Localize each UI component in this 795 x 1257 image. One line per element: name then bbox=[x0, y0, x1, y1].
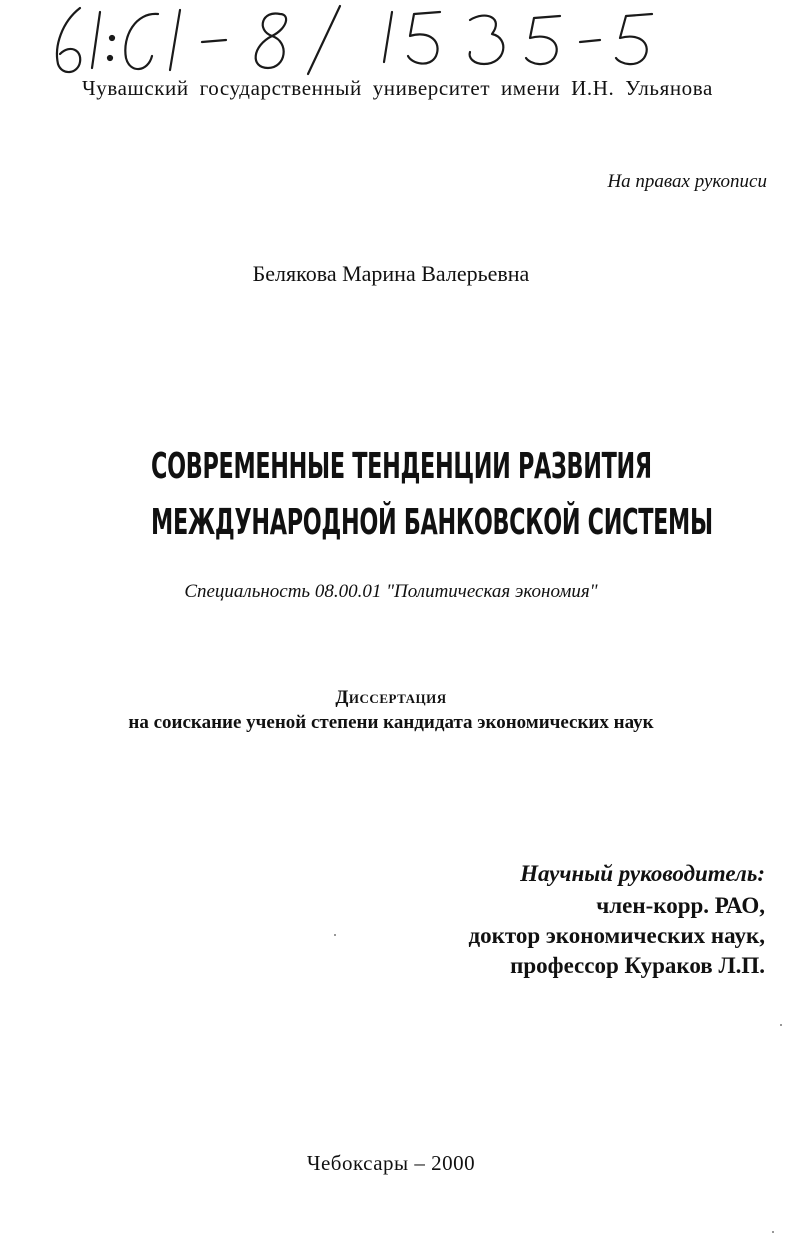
scan-speck bbox=[334, 934, 336, 936]
handwritten-archive-code bbox=[40, 2, 680, 80]
rights-note: На правах рукописи bbox=[607, 171, 767, 192]
thesis-title-line-2: МЕЖДУНАРОДНОЙ БАНКОВСКОЙ СИСТЕМЫ bbox=[151, 502, 713, 543]
supervisor-line-1: член-корр. РАО, bbox=[596, 893, 765, 918]
supervisor-line-3: профессор Кураков Л.П. bbox=[510, 953, 765, 978]
scan-speck bbox=[772, 1231, 774, 1233]
dissertation-subtitle: на соискание ученой степени кандидата экономических наук bbox=[128, 712, 654, 733]
university-name: Чувашский государственный университет имени И.Н. Ульянова bbox=[82, 76, 713, 100]
supervisor-heading: Научный руководитель: bbox=[520, 861, 765, 886]
supervisor-line-2: доктор экономических наук, bbox=[468, 923, 765, 948]
specialty: Специальность 08.00.01 "Политическая экономия" bbox=[184, 581, 598, 602]
dissertation-heading: Диссертация bbox=[335, 687, 447, 708]
thesis-title-line-1: СОВРЕМЕННЫЕ ТЕНДЕНЦИИ РАЗВИТИЯ bbox=[151, 446, 652, 487]
city-year: Чебоксары – 2000 bbox=[306, 1151, 476, 1175]
scan-speck bbox=[780, 1024, 782, 1026]
author-name: Белякова Марина Валерьевна bbox=[252, 261, 530, 286]
